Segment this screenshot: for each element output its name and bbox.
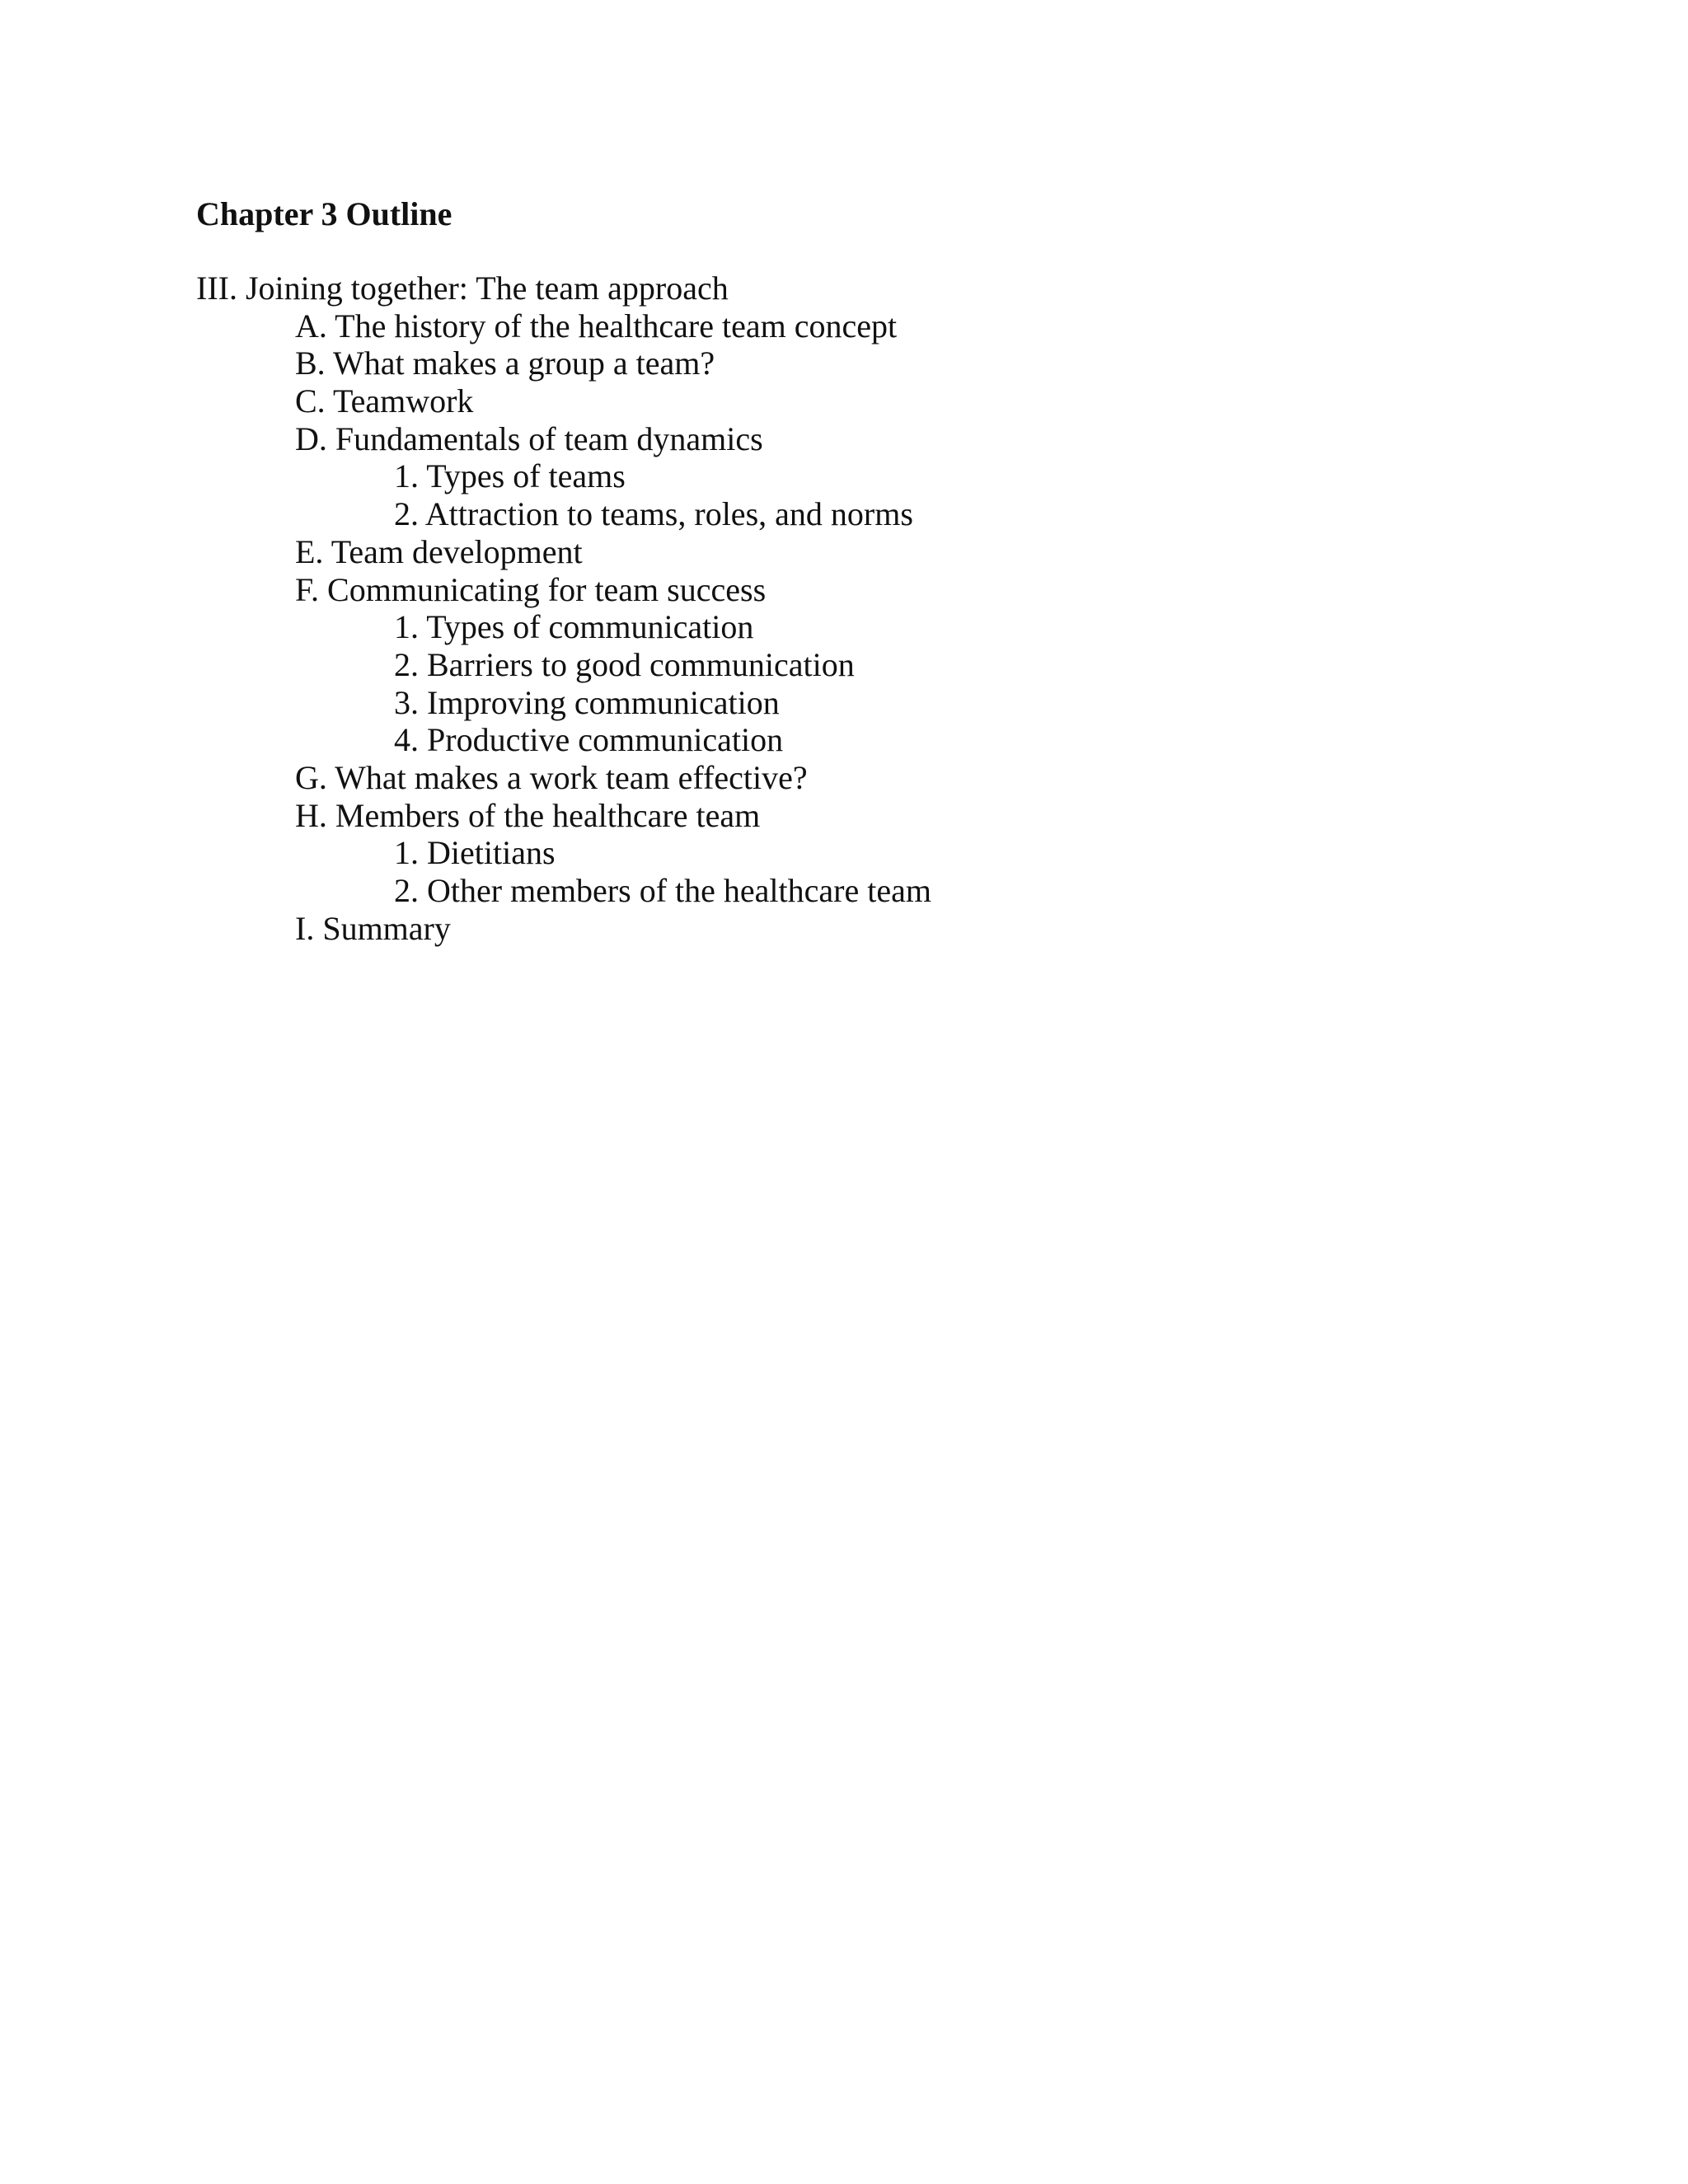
outline-item: 1. Types of teams — [394, 457, 626, 495]
outline-item: A. The history of the healthcare team concept — [295, 307, 898, 344]
outline-item: F. Communicating for team success — [295, 570, 767, 608]
outline-item: G. What makes a work team effective? — [295, 758, 808, 796]
outline-item: H. Members of the healthcare team — [295, 796, 761, 834]
outline-item: E. Team development — [295, 532, 583, 570]
outline-item: 2. Barriers to good communication — [394, 645, 855, 683]
outline-item: 3. Improving communication — [394, 683, 780, 721]
outline-item: I. Summary — [295, 909, 451, 947]
outline-item: B. What makes a group a team? — [295, 344, 715, 382]
outline-item: 4. Productive communication — [394, 721, 784, 759]
outline-item: C. Teamwork — [295, 382, 474, 420]
outline-item: III. Joining together: The team approach — [196, 269, 729, 307]
outline-item: 2. Attraction to teams, roles, and norms — [394, 495, 913, 533]
outline-list — [196, 269, 931, 947]
outline-item: 1. Dietitians — [394, 834, 556, 872]
outline-item: 2. Other members of the healthcare team — [394, 872, 931, 909]
page-title: Chapter 3 Outline — [196, 195, 452, 232]
outline-item: 1. Types of communication — [394, 608, 754, 646]
outline-item: D. Fundamentals of team dynamics — [295, 419, 763, 457]
